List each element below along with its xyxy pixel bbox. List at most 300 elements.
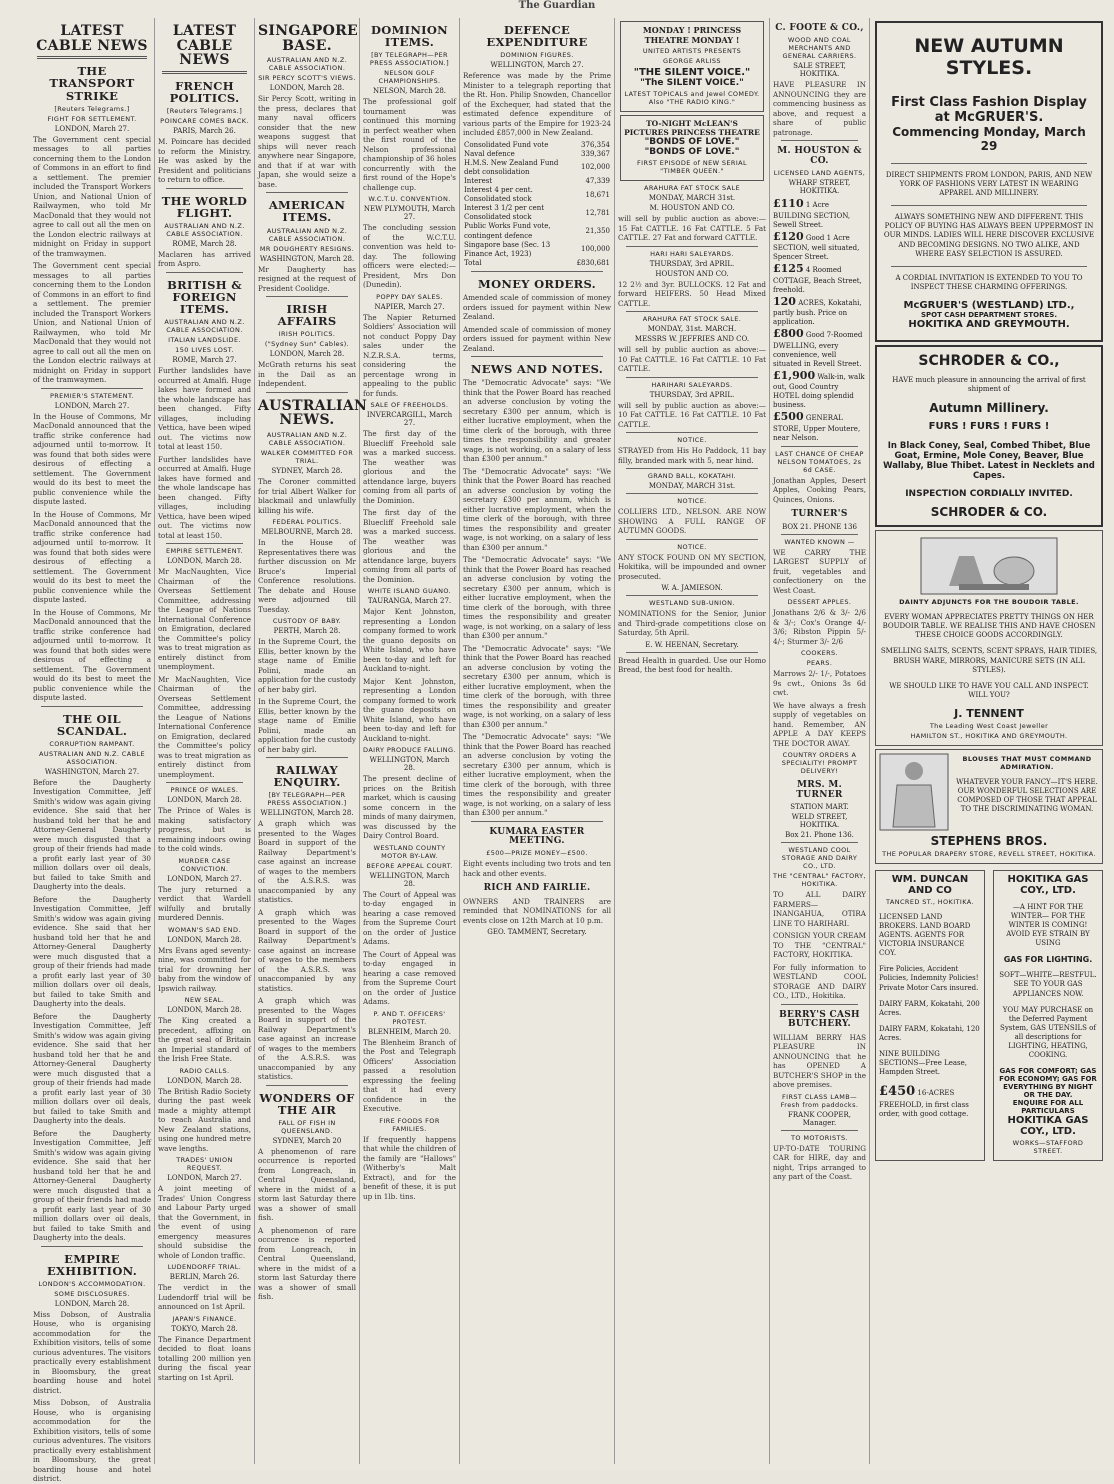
story-body: The Coroner committed for trial Albert Walker for blackmail and unlawfully killing his wife. [258,477,356,515]
table-cell-value: 376,354 [581,140,610,149]
story-body: M. Poincare has decided to reform the Ministry. He was asked by the President and politicians to return to office. [158,137,251,185]
agency: AUSTRALIAN AND N.Z. CABLE ASSOCIATION. [266,56,348,73]
column-1 [30,18,155,1484]
story-body: A joint meeting of Trades' Union Congress and Labour Party urged that the Government, in the event of using emergency measures should subsidise the whole of London traffic. [158,1184,251,1260]
story-sub: DOMINION FIGURES. [500,51,574,60]
ad-sub: Commencing Monday, March 29 [892,125,1086,153]
story-body: Further landslides have occurred at Amalfi. Huge lakes have formed and the whole landscape has been changed. Fifty villages, including Vettica, have been wiped out. The victims now total at least 150. [158,366,251,451]
story-body: Miss Dobson, of Australia House, who is organising accommodation for the Exhibition visitors, tells of some curious adventures. The visitors practically every establishment in Bloomsbury, the great boarding house and hotel district. [33,1398,151,1484]
story-body: Mr MacNaughten, Vice Chairman of the Overseas Settlement Committee, addressing the League of Nations International Conference on Emigration, declared the Committee's policy was to treat migration as entirely distinct from unemployment. [158,567,251,671]
story-body: A graph which was presented to the Wages Board in support of the Railway Department's case against an increase of wages to the members of the A.S.R.S. was unaccompanied by any statistics. [258,907,356,993]
sale-date: MONDAY, MARCH 31st. [648,194,736,202]
table-cell-label: Interest [464,177,493,185]
table-cell-label: Consolidated Fund vote [464,140,549,149]
story-body: Mr Daugherty has resigned at the request of President Coolidge. [258,264,356,293]
col3-headline: SINGAPORE BASE. [258,23,359,54]
princess-theatre-ad [620,21,764,112]
dateline: BLENHEIM, March 20. [367,1027,452,1036]
story-head: JAPAN'S FINANCE. [172,1314,237,1323]
story-body: The Court of Appeal was to-day engaged in hearing a case removed from the Supreme Court on the order of Justice Adams. [363,889,456,947]
story-head: RAILWAY ENQUIRY. [273,763,341,790]
desc: Good 7-Roomed DWELLING, every convenience, well situated in Revell Street. [773,331,863,368]
story-head: AMERICAN ITEMS. [268,198,346,225]
story-head: PRINCE OF WALES. [170,786,239,794]
signature: GEO. TAMMENT, Secretary. [487,928,587,937]
story-head: WONDERS OF THE AIR [259,1090,355,1117]
story-sub: FALL OF FISH IN QUEENSLAND. [278,1118,336,1135]
story-body: The first day of the Bluecliff Freehold sale was a marked success. The weather was glorious and the attendance large, buyers coming from all parts of the Dominion. [363,508,456,584]
signature: W. A. JAMIESON. [661,584,723,592]
dateline: LONDON, March 27. [167,1174,242,1182]
story-sub: WHITE ISLAND GUANO. [367,587,452,596]
story-body: A phenomenon of rare occurrence is reported from Longreach, in Central Queensland, where in the midst of a storm last Saturday there was a shower of small fish. [258,1146,356,1223]
story-sub: [Reuters Telegrams.] [166,107,243,116]
table-cell-value: 100,000 [581,245,610,254]
price: £110 [773,197,804,211]
story-head: NEW SEAL. [184,996,225,1004]
ad-sig: TURNER'S [791,509,848,520]
price: £450 [879,1084,916,1100]
story-sub: SOME DISCLOSURES. [54,1289,130,1298]
story-head: WOMAN'S SAD END. [168,925,241,934]
ad-foot: HOKITIKA AND GREYMOUTH. [908,318,1070,330]
story-body: The Court of Appeal was to-day engaged in hearing a case removed from the Supreme Court on the order of Justice Adams. [363,949,456,1007]
ad-sub: GAS FOR LIGHTING. [1003,955,1093,965]
dateline: LONDON, March 28. [167,557,242,565]
column-6 [615,18,770,1464]
story-head: LUDENDORFF TRIAL. [167,1263,242,1271]
sale-body: will sell by public auction as above:— 10 Fat CATTLE. 16 Fat CATTLE. 10 Fat CATTLE. [618,400,766,429]
price: 120 [773,294,796,308]
desc: 4 Roomed COTTAGE, Beach Street, freehold. [773,266,862,294]
story-sub: POPPY DAY SALES. [376,292,443,301]
story-head: PREMIER'S STATEMENT. [49,391,135,400]
sale-body: will sell by public auction as above:— 10 Fat CATTLE. 16 Fat CATTLE. 10 Fat CATTLE. [618,345,766,373]
desc: ACRES, Kokatahi, partly bush. Price on application. [773,298,862,327]
story-sub: SIR PERCY SCOTT'S VIEWS. [258,74,356,83]
story-body: In the Supreme Court, the Ellis, better known by the stage name of Emilie Polini, made an application for the custody of her baby girl. [258,697,356,754]
sale-head: HARIHARI SALEYARDS. [651,380,733,389]
ad-head: LAST CHANCE OF CHEAP NELSON TOMATOES, 2s 6d CASE. [775,449,864,474]
notice-head: WESTLAND SUB-UNION. [649,599,735,607]
table-row [463,150,611,159]
price: £125 [773,262,804,276]
story-body: The "Democratic Advocate" says: "We think that the Power Board has reached an adverse conclusion by voting the secretary £300 per annum, which is either lucrative employment, when the time clerk of the borough, with three times the responsibility and greater wage, is not working, on a salary of less than £300 per annum." [463,466,611,552]
sale-body: will sell by public auction as above:— 15 Fat CATTLE. 16 Fat CATTLE. 5 Fat CATTLE. 27 Fat and forward CATTLE. [618,214,766,242]
table-row [463,222,611,240]
ad-furs: FURS ! FURS ! FURS ! [928,421,1050,433]
agency: [BY TELEGRAPH—PER PRESS ASSOCIATION.] [369,51,450,68]
story-body: The "Democratic Advocate" says: "We think that the Power Board has reached an adverse conclusion by voting the secretary £300 per annum, which is either lucrative employment, when the time clerk of the borough, with three times the responsibility and greater wage, is not working, on a salary of less than £300 per annum." [463,643,611,729]
story-sub: FIGHT FOR SETTLEMENT. [47,114,137,123]
story-body: Before the Daugherty Investigation Committee, Jeff Smith's widow was again giving evidence. She said that her husband told her that he and Attorney-General Daugherty were much disgusted that a group of their friends had made a profit early last year of 30 million dollars over oil deals, but failed to take Smith and Daugherty into the deals. [33,894,151,1009]
story-sub: WESTLAND COUNTY MOTOR BY-LAW. [373,843,446,860]
story-body: The Government cent special messages to all parties concerning them to the London of Commons in an effort to find a settlement. The premier included the Transport Workers Union, and National Union of Railwaymen, who told Mr MacDonald that they would not agree to call out all the men on the London electric railways at midnight on Friday in support of the tramwaymen. [33,261,151,385]
story-body: Major Kent Johnston, representing a London company formed to work the guano deposits on White Island, who have been to-day and left for Auckland to-night. [363,607,456,674]
agency: AUSTRALIAN AND N.Z. CABLE ASSOCIATION. [164,221,245,238]
story-body: The present decline of prices on the British market, which is causing some concern in the minds of many dairymen, was discussed by the Dairy Control Board. [363,774,456,841]
story-body: The "Democratic Advocate" says: "We think that the Power Board has reached an adverse conclusion by voting the secretary £300 per annum, which is either lucrative employment, when the time clerk of the borough, with three times the responsibility and greater wage, is not working, on a salary of less than £300 per annum." [463,555,611,641]
ad-sub: The Leading West Coast Jeweller [929,721,1049,730]
story-head: RICH AND FAIRLIE. [483,883,591,894]
duncan-ad [875,870,985,1161]
ad-foot: NINE BUILDING SECTIONS—Free Lease, Hampden Street. [879,1050,967,1077]
schroder-ad [875,345,1103,527]
story-body: Before the Daugherty Investigation Committee, Jeff Smith's widow was again giving evidence. She said that her husband told her that he and Attorney-General Daugherty were much disgusted that a group of their friends had made a profit early last year of 30 million dollars over oil deals, but failed to take Smith and Daugherty into the deals. [33,1011,151,1126]
ad-head: FIRE FOODS FOR FAMILIES. [379,1116,440,1133]
story-body: The professional golf tournament was continued this morning in perfect weather when the first round of the Nelson professional championship of 36 holes concurrently with the first round of the Hope's challenge cup. [363,97,457,192]
dateline: NELSON, March 28. [372,87,447,96]
sale-head: ARAHURA FAT STOCK SALE [644,184,740,192]
sale-head: HARI HARI SALEYARDS. [650,249,734,258]
story-body: McGrath returns his seat in the Dail as an Independent. [258,360,356,389]
story-head: MONEY ORDERS. [478,276,596,291]
table-row [463,241,611,259]
ad-prices: Jonathans 2/6 & 3/- 2/6 & 3/-; Cox's Orange 4/- 3/6; Ribston Pippin 5/- 4/-; Sturmer 3/- 2/6 [773,608,866,646]
ad-addr: WHARF STREET, HOKITIKA. [788,179,851,196]
story-body: Major Kent Johnston, representing a London company formed to work the guano deposits on White Island, who have been to-day and left for Auckland to-night. [363,676,456,743]
ad-sub: FIRST CLASS LAMB—Fresh from paddocks. [780,1092,859,1109]
ad-caption: BLOUSES THAT MUST COMMAND ADMIRATION. [962,754,1092,771]
ad-name: STEPHENS BROS. [930,833,1048,848]
ad-title: MONDAY ! PRINCESS THEATRE MONDAY ! [642,25,742,45]
stephens-ad [875,749,1103,864]
dateline: INVERCARGILL, March 27. [366,411,453,428]
ad-body: A CORDIAL INVITATION IS EXTENDED TO YOU TO INSPECT THESE CHARMING OFFERINGS. [895,273,1083,291]
ad-title: TO-NIGHT McLEAN'S PICTURES PRINCESS THEATRE [624,119,760,137]
table-row [463,177,611,186]
ad-sub: LICENSED LAND AGENTS, [773,169,866,178]
notice-body: COLLIERS LTD., NELSON. ARE NOW SHOWING A FULL RANGE OF AUTUMN GOODS. [618,507,766,535]
dateline: WASHINGTON, March 27. [44,767,140,776]
ad-sub: THE "CENTRAL" FACTORY, HOKITIKA. [773,872,866,889]
story-body: The Finance Department decided to float loans totalling 200 million yen during the fiscal year starting on 1st April. [158,1334,251,1382]
story-body: The Government cent special messages to all parties concerning them to the London of Commons in an effort to find a settlement. The premier included the Transport Workers Union, and National Union of Railwaymen, who told Mr MacDonald that they would not agree to call out all the men on the London electric railways at midnight on Friday in support of the tramwaymen. [33,134,151,258]
ad-date: MONDAY, MARCH 31st. [648,482,736,490]
dateline: LONDON, March 28. [269,350,345,359]
table-cell-label: Interest 3 1/2 per cent Consolidated stock [464,204,545,222]
ad-sub: THE POPULAR DRAPERY STORE, REVELL STREET, HOKITIKA. [882,849,1096,858]
column-2 [155,18,255,1464]
story-sub: DAIRY PRODUCE FALLING. [363,746,456,755]
dateline: WELLINGTON, March 28. [369,871,450,888]
ad-caption: DAINTY ADJUNCTS FOR THE BOUDOIR TABLE. [899,598,1079,607]
ad-farm: DAIRY FARM, Kokatahi, 200 Acres. [879,999,980,1017]
ad-body: UP-TO-DATE TOURING CAR for HIRE, day and night, Trips arranged to any part of the Coast. [773,1143,866,1182]
ad-sig: FRANK COOPER, Manager. [788,1110,851,1127]
story-head: TRADES' UNION REQUEST. [176,1156,233,1172]
table-cell-label: Interest 4 per cent. Consolidated stock [464,186,533,204]
ad-foot: HOKITIKA GAS COY., LTD. [1007,1115,1089,1138]
desc: 1 Acre BUILDING SECTION, Sewell Street. [773,201,851,229]
story-body: The Blenheim Branch of the Post and Telegraph Officers' Association passed a resolution expressing the feeling that it had every confidence in the Executive. [363,1037,456,1114]
story-body: The King created a precedent, affixing on the great seal of Britain an Imperial standard of the Irish Free State. [158,1016,251,1063]
story-head: FEDERAL POLITICS. [272,518,342,526]
dateline: NAPIER, March 27. [374,302,445,311]
ad-film: "THE SILENT VOICE." [633,67,751,78]
ad-addr: TANCRED ST., HOKITIKA. [886,897,974,906]
story-sub: ("Sydney Sun" Cables). [264,340,350,349]
story-body: The jury returned a verdict that Wardell wilfully and brutally murdered Dennis. [158,884,251,922]
ad-foot: Marrows 2/- 1/-, Potatoes 9s cwt., Onions 3s 6d cwt. [773,669,866,698]
story-head: EMPIRE EXHIBITION. [46,1251,138,1278]
ad-body: WE CARRY THE LARGEST SUPPLY of fruit, vegetables and confectionery on the West Coast. [773,547,866,595]
sale-agent: M. HOUSTON AND CO. [649,204,735,212]
column-5 [460,18,615,1464]
notice-body: ANY STOCK FOUND ON MY SECTION, Hokitika, will be impounded and owner prosecuted. [618,552,766,581]
sale-date: MONDAY, 31st. MARCH. [647,325,737,333]
desc: Walk-in, walk out, Good Country HOTEL doing splendid business. [773,372,865,410]
ad-foot: SPOT CASH DEPARTMENT STORES. [920,310,1058,319]
dateline: ROME, March 27. [172,356,237,364]
story-body: The verdict in the Ludendorff trial will be announced on 1st April. [158,1283,251,1311]
table-cell-label: Total [464,258,482,267]
story-head: KUMARA EASTER MEETING. [489,826,585,846]
table-cell-value: 47,339 [585,177,610,185]
notice-body: NOMINATIONS for the Senior, Junior and Third-grade competitions close on Saturday, 5th April. [618,609,766,637]
dateline: TAURANGA, March 27. [367,597,452,606]
story-body: The "Democratic Advocate" says: "We think that the Power Board has reached an adverse conclusion by voting the secretary £300 per annum, which is either lucrative employment, when the time clerk of the borough, with three times the responsibility and greater wage, is not working, on a salary of less than £300 per annum." [463,378,611,464]
story-body: Before the Daugherty Investigation Committee, Jeff Smith's widow was again giving evidence. She said that her husband told her that he and Attorney-General Daugherty were much disgusted that a group of their friends had made a profit early last year of 30 million dollars over oil deals, but failed to take Smith and Daugherty into the deals. [33,1128,151,1243]
column-3 [255,18,368,1464]
story-sub: CORRUPTION RAMPANT. [49,739,135,748]
story-head: RADIO CALLS. [179,1066,230,1075]
tennent-ad [875,530,1103,746]
col4-headline: DOMINION ITEMS. [371,23,448,50]
sale-agent: MESSRS W. JEFFRIES AND CO. [634,335,750,343]
story-body: Mrs Evans aged seventy-nine, was committed for trial for drowning her baby from the window of Ipswich railway. [158,945,251,993]
ad-film: "BONDS OF LOVE." "BONDS OF LOVE." [644,137,740,157]
ad-addr: SALE STREET, HOKITIKA. [793,62,846,79]
story-body: In the House of Commons, Mr MacDonald announced that the traffic strike conference had adjourned until to-morrow. It was found that both sides were desirous of effecting a settlement. The Government would do its best to meet the public convenience while the dispute lasted. [33,607,151,703]
ad-body: —A HINT FOR THE WINTER— FOR THE WINTER IS COMING! AVOID EYE STRAIN BY USING [1006,902,1090,948]
story-sub: WALKER COMMITTED FOR TRIAL. [260,449,354,465]
table-cell-label: Naval defence [464,149,515,158]
desc: GENERAL STORE, Upper Moutere, near Nelson. [773,414,861,442]
notice-body: STRAYED from His Ho Paddock, 11 bay filly, branded mark with 5, near hind. [618,446,766,465]
ad-body: WHATEVER YOUR FANCY—IT'S HERE. OUR WONDERFUL SELECTIONS ARE COMPOSED OF THOSE THAT APPEAL TO THE DISCRIMINATING WOMAN. [956,777,1098,814]
dateline: LONDON, March 27. [54,401,130,410]
story-body: Maclaren has arrived from Aspro. [158,249,251,269]
story-head: BRITISH & FOREIGN ITEMS. [167,277,242,316]
dateline: LONDON, March 28. [167,1076,242,1085]
story-body: Eight events including two trots and ten hack and other events. [463,859,611,878]
story-body: Further landslides have occurred at Amalfi. Huge lakes have formed and the whole landscape has been changed. Fifty villages, including Vettica, have been wiped out. The victims now total at least 150. [158,454,251,540]
dateline: WELLINGTON, March 28. [260,809,354,818]
ad-list: Fire Policies, Accident Policies, Indemnity Policies! Private Motor Cars insured. [879,965,979,992]
ad-name: MRS. M. TURNER [796,780,843,800]
table-cell-value: 18,671 [585,190,610,199]
table-row [463,141,611,150]
agency: AUSTRALIAN AND N.Z. CABLE ASSOCIATION. [266,431,348,447]
story-body: In the House of Representatives there was further discussion on Mr Bruce's Imperial Conference resolutions. The debate and House were adjourned till Tuesday. [258,538,356,614]
dateline: LONDON, March 28. [269,84,345,93]
story-body: A phenomenon of rare occurrence is reported from Longreach, in Central Queensland, where in the midst of a storm last Saturday there was a shower of small fish. [258,1225,356,1302]
ad-body: EVERY WOMAN APPRECIATES PRETTY THINGS ON HER BOUDOIR TABLE. WE REALISE THIS AND HAVE CHOSEN THESE CHOICE GOODS ACCORDINGLY. [882,613,1096,640]
ad-body: LICENSED LAND BROKERS. LAND BOARD AGENTS. AGENTS FOR VICTORIA INSURANCE COY. [879,912,971,958]
story-head: AUSTRALIAN NEWS. [258,397,368,429]
ad-sub: at McGRUER'S. [934,110,1044,125]
table-cell-value: 339,367 [581,149,610,158]
story-sub: BEFORE APPEAL COURT. [366,861,453,870]
ad-title: NEW AUTUMN STYLES. [914,35,1064,79]
table-cell-value: 12,781 [585,208,610,217]
dateline: PARIS, March 26. [173,127,236,136]
dateline: WASHINGTON, March 28. [259,254,355,263]
table-cell-label: H.M.S. New Zealand Fund debt consolidation [464,158,559,176]
story-head: NEWS AND NOTES. [470,362,604,376]
table-cell-label: Singapore base (Sec. 13 Finance Act, 1923) [464,240,551,258]
notice-head: NOTICE. [677,497,707,505]
ad-body: Jonathan Apples, Desert Apples, Cooking Pears, Quinces, Onions. [773,475,866,504]
dateline: LONDON, March 27. [54,124,130,133]
dateline: LONDON, March 28. [167,935,242,944]
story-sub: LONDON'S ACCOMMODATION. [38,1279,146,1288]
dateline: LONDON, March 28. [167,796,242,804]
price: £1,900 [773,368,816,382]
ad-sub: WOOD AND COAL MERCHANTS AND GENERAL CARRIERS. [782,36,857,61]
ad-foot: For fully information to WESTLAND COOL STORAGE AND DAIRY CO., LTD., Hokitika. [773,962,866,1001]
ad-sub: UNITED ARTISTS PRESENTS [642,47,742,55]
mcgruer-ad [875,21,1103,342]
sale-body: 12 2½ and 3yr. BULLOCKS. 12 Fat and forward HEIFERS. 50 Head Mixed CATTLE. [618,279,766,308]
ad-foot: GAS FOR COMFORT; GAS FOR ECONOMY; GAS FOR EVERYTHING BY NIGHT OR THE DAY. [999,1067,1097,1100]
col1-headline: LATEST CABLE NEWS [36,23,148,54]
dateline: PERTH, March 28. [273,627,341,635]
price: £800 [773,327,804,341]
story-head: MURDER CASE CONVICTION. [178,856,231,873]
story-body: Reference was made by the Prime Minister to a telegraph reporting that the Rt. Hon. Philip Snowden, Chancellor of the Exchequer, had stated that the estimated defence expenditure of various parts of the Empire for 1923-24 included £857,000 in New Zealand. [463,71,611,138]
ad-head: BERRY'S CASH BUTCHERY. [779,1009,860,1030]
ad-name: HOKITIKA GAS COY., LTD. [1007,873,1089,896]
boudoir-table-illustration [919,536,1059,596]
dateline: SYDNEY, March 28. [271,467,343,475]
story-sub: POINCARE COMES BACK. [160,117,249,126]
desc: Good 1 Acre SECTION, well situated, Spencer Street. [773,233,860,262]
table-row [463,159,611,177]
ad-body: HAVE much pleasure in announcing the arrival of first shipment of [892,375,1086,394]
table-cell-value: £830,681 [576,258,610,267]
agency: AUSTRALIAN AND N.Z. CABLE ASSOCIATION. [266,226,348,243]
notice-head: NOTICE. [677,542,707,551]
notice-head: NOTICE. [677,436,707,444]
story-head: IRISH AFFAIRS [277,302,337,329]
dateline: WELLINGTON, March 27. [490,61,584,70]
column-4 [360,18,460,1464]
agency: [BY TELEGRAPH—PER PRESS ASSOCIATION.] [267,791,347,808]
dateline: LONDON, March 28. [54,1299,130,1308]
ad-head: TO MOTORISTS. [791,1133,848,1142]
story-body: The "Democratic Advocate" says: "We think that the Power Board has reached an adverse conclusion by voting the secretary £300 per annum, which is either lucrative employment, when the time clerk of the borough, with three times the responsibility and greater wage, is not working, on a salary of less than £300 per annum." [463,732,611,818]
ad-actor: GEORGE ARLISS [663,57,721,65]
story-sub: ITALIAN LANDSLIDE. [168,336,241,344]
ad-head: C. FOOTE & CO., [775,23,864,33]
ad-head: WESTLAND COOL STORAGE AND DAIRY CO., LTD. [781,846,858,871]
table-cell-value: 102,000 [581,163,610,172]
masthead: The Guardian [518,0,596,11]
sale-head: ARAHURA FAT STOCK SALE. [642,315,742,323]
ad-body: We have always a fresh supply of vegetables on hand. Remember, AN APPLE A DAY KEEPS THE DOCTOR AWAY. [773,700,866,748]
ad-name: WM. DUNCAN AND CO [891,873,969,896]
story-sub: [Reuters Telegrams.] [54,104,130,113]
story-sub: IRISH POLITICS. [278,330,336,339]
column-7 [770,18,870,1464]
story-head: THE WORLD FLIGHT. [161,193,248,220]
dateline: ROME, March 28. [172,239,237,248]
ad-box-no: Box 21. Phone 136. [785,831,854,840]
story-head: CUSTODY OF BABY. [272,617,342,625]
blouse-illustration [879,753,949,831]
table-cell-value: 21,350 [585,227,610,236]
dateline: MELBOURNE, March 28. [261,528,353,536]
gas-coy-ad [993,870,1103,1161]
ad-foot: McGRUER'S (WESTLAND) LTD., [903,299,1075,311]
ad-addr: HAMILTON ST., HOKITIKA AND GREYMOUTH. [910,731,1068,740]
story-body: Mr MacNaughten, Vice Chairman of the Overseas Settlement Committee, addressing the League of Nations International Conference on Emigration, declared the Committee's policy was to treat migration as entirely distinct from unemployment. [158,674,251,779]
col2-headline: LATEST CABLE NEWS [172,23,237,69]
sale-date: THURSDAY, 3rd APRIL. [649,259,735,268]
dateline: LONDON, March 28. [167,1006,242,1014]
ad-list: In Black Coney, Seal, Combed Thibet, Blue Goat, Ermine, Mole Coney, Beaver, Blue Wallaby, Blue Thibet. Latest in Necklets and Capes. [883,440,1095,481]
ad-sub: COOKERS. [800,649,839,658]
dateline: NEW PLYMOUTH, March 27. [363,205,456,222]
agency: AUSTRALIAN AND N.Z. CABLE ASSOCIATION. [39,749,145,766]
notice-body: Bread Health in guarded. Use our Homo Bread, the best food for health. [618,655,766,674]
ad-sub: DESSERT APPLES. [787,598,852,607]
story-body: Amended scale of commission of money orders issued for payment within New Zealand. [463,293,611,321]
ad-body: TO ALL DAIRY FARMERS—INANGAHUA, OTIRA LINE TO HARIHARI. [773,890,866,928]
ad-sub: STATION MART. [790,803,849,812]
ad-film: "The SILENT VOICE." [640,78,744,88]
sale-agent: HOUSTON AND CO. [655,269,729,278]
ad-farm: DAIRY FARM, Kokatahi, 120 Acres. [879,1024,980,1042]
col5-headline: DEFENCE EXPENDITURE [486,23,588,50]
ad-foot: WE SHOULD LIKE TO HAVE YOU CALL AND INSPECT. WILL YOU? [889,681,1089,699]
ad-body: ALWAYS SOMETHING NEW AND DIFFERENT. THIS POLICY OF BUYING HAS ALWAYS BEEN UPPERMOST IN OUR MINDS. LADIES WILL HERE DISCOVER EXCLUSIVE AND BECOMING DESIGNS. NO TWO ALIKE, AND WHERE EASY SELECTION IS ASSURED. [883,213,1095,258]
column-8 [870,18,1108,1464]
signature: E. W. HEENAN, Secretary. [645,640,739,649]
ad-title: SCHRODER & CO., [918,352,1060,369]
story-sub: P. AND T. OFFICERS' PROTEST. [373,1009,446,1026]
expenditure-table [463,141,611,268]
table-cell-label: Public Works Fund vote, contingent defence [464,222,551,240]
story-body: The Napier Returned Soldiers' Association will not conduct Poppy Day sales under the N.Z.R.S.A. terms, considering the percentage wrong in appealing to the public for funds. [363,312,456,398]
story-body: Sir Percy Scott, writing in the press, declares that many naval officers consider that the new weapons suggest that ships will never reach anywhere near Singapore, and that if at war with Japan, she would seize a base. [258,94,356,189]
story-sub: SALE OF FREEHOLDS. [370,401,449,410]
ad-body: SOFT—WHITE—RESTFUL. SEE TO YOUR GAS APPLIANCES NOW. [999,971,1097,998]
dateline: SYDNEY, March 20 [272,1136,342,1145]
story-body: OWNERS AND TRAINERS are reminded that NOMINATIONS for all events close on 12th March at 10 p.m. [463,896,611,925]
story-body: The Prince of Wales is making satisfactory progress, but is remaining indoors owing to the cold winds. [158,806,251,853]
ad-foot: SCHRODER & CO. [930,505,1048,520]
dateline: TOKYO, March 28. [171,1324,238,1333]
story-sub: £500—PRIZE MONEY—£500. [486,849,588,858]
ad-sub: PEARS. [806,659,833,668]
ad-sub: Autumn Millinery. [929,401,1049,416]
ad-body: HAVE PLEASURE IN ANNOUNCING they are commencing business as above, and request a share of public patronage. [773,80,866,137]
story-head: FRENCH POLITICS. [169,79,240,106]
dateline: WELLINGTON, March 28. [369,756,450,773]
story-body: In the House of Commons, Mr MacDonald announced that the traffic strike conference had adjourned until to-morrow. It was found that both sides were desirous of effecting a settlement. The Government would do its best to meet the public convenience while the dispute lasted. [33,411,151,507]
story-body: A graph which was presented to the Wages Board in support of the Railway Department's case against an increase of wages to the members of the A.S.R.S. was unaccompanied by any statistics. [258,819,356,905]
ad-foot: LATEST TOPICALS and Jewel COMEDY. Also "THE RADIO KING." [624,90,760,106]
ad-head: WANTED KNOWN — [784,537,855,546]
story-body: Miss Dobson, of Australia House, who is organising accommodation for the Exhibition visitors, tells of some curious adventures. The visitors practically every establishment in Bloomsbury, the great boarding house and hotel district. [33,1309,151,1395]
story-body: Amended scale of commission of money orders issued for payment within New Zealand. [463,324,611,353]
ad-list: SMELLING SALTS, SCENTS, SCENT SPRAYS, HAIR TIDIES, BRUSH WARE, MIRRORS, MANICURE SETS (IN ALL STYLES). [880,647,1098,674]
ad-foot: FIRST EPISODE of NEW SERIAL "TIMBER QUEEN." [636,159,748,175]
story-sub: 150 LIVES LOST. [175,346,234,354]
